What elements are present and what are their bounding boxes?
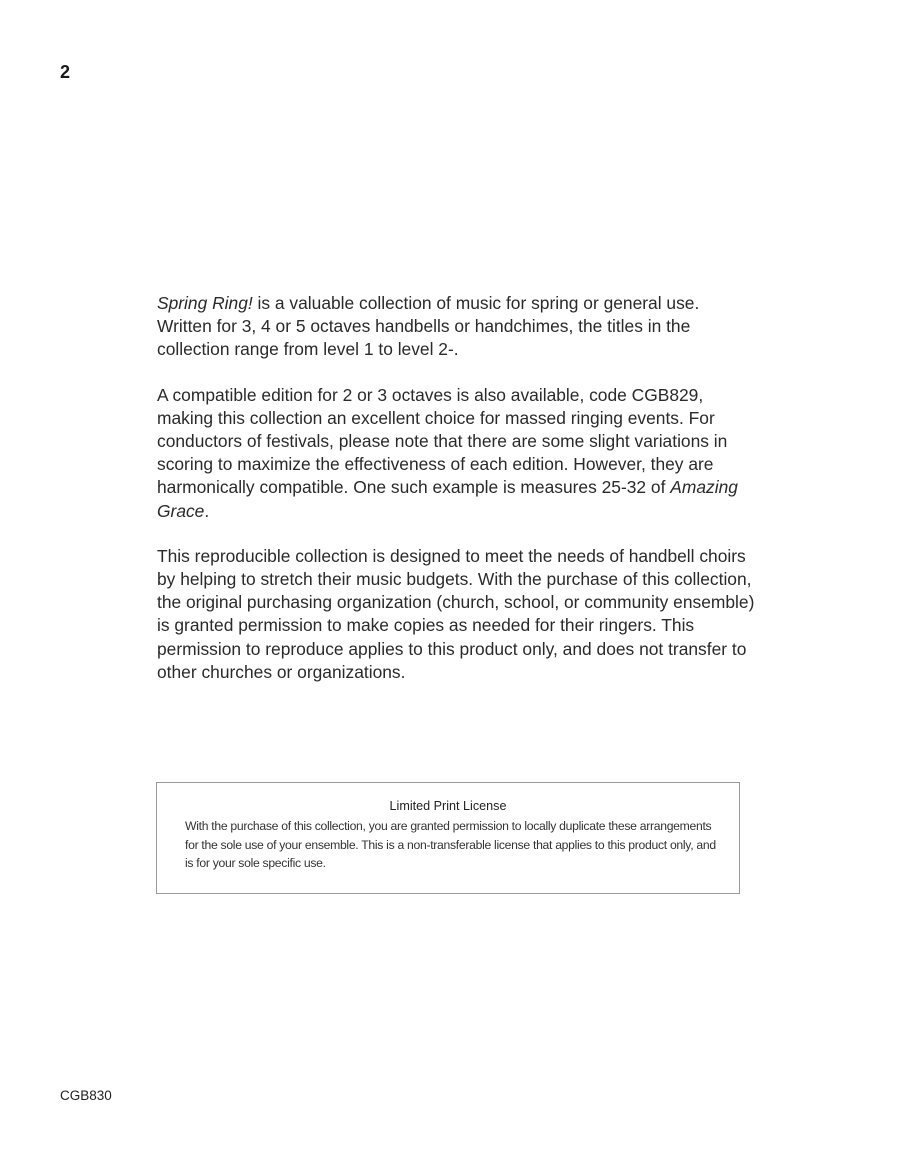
collection-title: Spring Ring! (157, 293, 253, 313)
intro-paragraph-3 (157, 545, 757, 684)
intro-body (157, 292, 757, 706)
license-text: With the purchase of this collection, you are granted permission to locally duplicate these arrangements for the sole use of your ensemble. This is a non-transferable license that applies to this product only, and is for your sole specific use. (185, 819, 716, 871)
intro-paragraph-2-end: . (204, 500, 210, 521)
page-number: 2 (60, 62, 71, 82)
intro-paragraph-1-text: is a valuable collection of music for spring or general use. Written for 3, 4 or 5 octaves handbells or handchimes, the titles in the collection range from level 1 to level 2-. (157, 293, 700, 360)
intro-paragraph-2-text: A compatible edition for 2 or 3 octaves is also available, code CGB829, making this collection an excellent choice for massed ringing events. For conductors of festivals, please note that there are some slight variations in scoring to maximize the effectiveness of each edition. However, they are harmonically compatible. One such example is measures 25-32 of (157, 384, 728, 498)
license-box (156, 782, 740, 894)
footer-product-code: CGB830 (60, 1088, 112, 1103)
intro-paragraph-1 (157, 292, 757, 362)
intro-paragraph-2 (157, 384, 757, 523)
license-title: Limited Print License (389, 799, 507, 813)
intro-paragraph-3-text: This reproducible collection is designed to meet the needs of handbell choirs by helping to stretch their music budgets. With the purchase of this collection, the original purchasing organization (church, school, or community ensemble) is granted permission to make copies as needed for their ringers. This permission to reproduce applies to this product only, and does not transfer to other churches or organizations. (157, 545, 755, 682)
song-title: Amazing Grace (157, 477, 738, 521)
